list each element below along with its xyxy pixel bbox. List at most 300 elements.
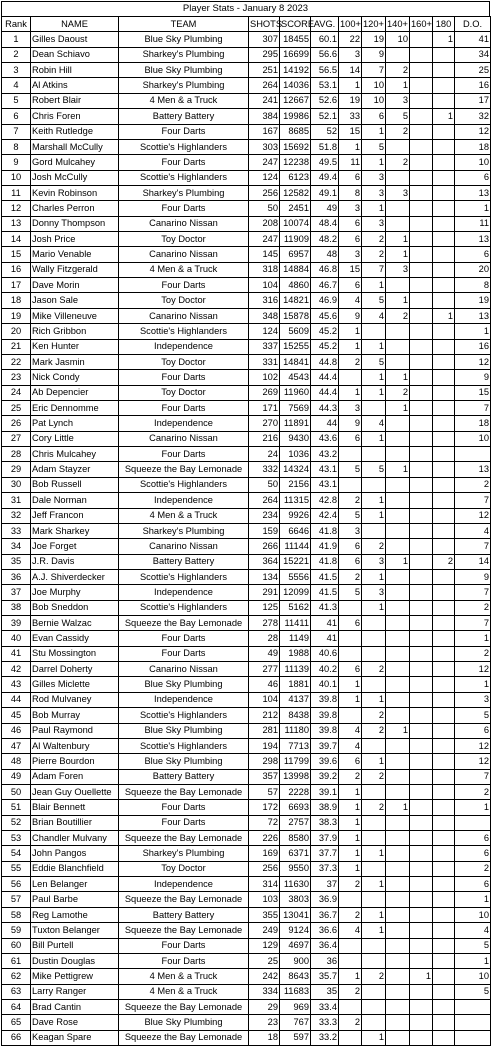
cell-avg: 43.6 <box>311 431 339 446</box>
cell-140-plus: 2 <box>386 124 410 139</box>
cell-rank: 25 <box>2 400 31 415</box>
cell-180 <box>433 139 455 154</box>
cell-100-plus: 14 <box>339 63 362 78</box>
cell-score: 14192 <box>280 63 311 78</box>
cell-140-plus <box>386 447 410 462</box>
cell-shots: 124 <box>249 324 280 339</box>
cell-team: Scottie's Highlanders <box>119 569 249 584</box>
cell-140-plus <box>386 431 410 446</box>
cell-name: Evan Cassidy <box>31 631 119 646</box>
cell-name: Dave Morin <box>31 278 119 293</box>
cell-do: 7 <box>455 539 491 554</box>
table-row <box>2 600 491 615</box>
cell-score: 13041 <box>280 907 311 922</box>
cell-120-plus: 1 <box>362 600 386 615</box>
cell-120-plus <box>362 953 386 968</box>
cell-avg: 36 <box>311 953 339 968</box>
cell-shots: 295 <box>249 47 280 62</box>
cell-160-plus <box>410 616 433 631</box>
cell-140-plus: 3 <box>386 262 410 277</box>
cell-score: 1149 <box>280 631 311 646</box>
cell-180 <box>433 416 455 431</box>
cell-120-plus <box>362 815 386 830</box>
cell-180 <box>433 247 455 262</box>
cell-avg: 38.3 <box>311 815 339 830</box>
table-row <box>2 1015 491 1030</box>
cell-score: 12667 <box>280 93 311 108</box>
cell-team: Squeeze the Bay Lemonade <box>119 462 249 477</box>
cell-100-plus: 1 <box>339 324 362 339</box>
cell-100-plus: 1 <box>339 969 362 984</box>
table-row <box>2 892 491 907</box>
cell-120-plus: 1 <box>362 846 386 861</box>
cell-100-plus: 1 <box>339 677 362 692</box>
cell-do: 12 <box>455 508 491 523</box>
cell-160-plus <box>410 354 433 369</box>
cell-160-plus <box>410 93 433 108</box>
cell-do: 4 <box>455 523 491 538</box>
cell-do: 12 <box>455 124 491 139</box>
cell-100-plus <box>339 708 362 723</box>
cell-name: Paul Raymond <box>31 723 119 738</box>
cell-rank: 21 <box>2 339 31 354</box>
cell-team: Squeeze the Bay Lemonade <box>119 892 249 907</box>
cell-score: 7569 <box>280 400 311 415</box>
cell-do: 1 <box>455 953 491 968</box>
cell-120-plus <box>362 646 386 661</box>
cell-140-plus: 1 <box>386 723 410 738</box>
cell-shots: 331 <box>249 354 280 369</box>
cell-do: 2 <box>455 784 491 799</box>
cell-180 <box>433 324 455 339</box>
cell-do: 8 <box>455 278 491 293</box>
cell-avg: 60.1 <box>311 32 339 47</box>
cell-avg: 41.8 <box>311 554 339 569</box>
cell-120-plus: 2 <box>362 769 386 784</box>
cell-160-plus <box>410 754 433 769</box>
cell-180 <box>433 569 455 584</box>
cell-do: 3 <box>455 692 491 707</box>
cell-name: Bob Russell <box>31 477 119 492</box>
cell-100-plus: 2 <box>339 877 362 892</box>
cell-180: 2 <box>433 554 455 569</box>
cell-100-plus: 1 <box>339 800 362 815</box>
cell-name: Wally Fitzgerald <box>31 262 119 277</box>
cell-160-plus <box>410 32 433 47</box>
cell-120-plus: 1 <box>362 431 386 446</box>
cell-score: 11180 <box>280 723 311 738</box>
cell-160-plus <box>410 139 433 154</box>
column-header-120-plus: 120+ <box>362 17 386 32</box>
cell-140-plus <box>386 662 410 677</box>
cell-name: Tuxton Belanger <box>31 923 119 938</box>
table-row <box>2 677 491 692</box>
cell-score: 11891 <box>280 416 311 431</box>
cell-score: 1036 <box>280 447 311 462</box>
cell-avg: 56.5 <box>311 63 339 78</box>
cell-score: 969 <box>280 1000 311 1015</box>
cell-180 <box>433 262 455 277</box>
table-row <box>2 523 491 538</box>
cell-team: Squeeze the Bay Lemonade <box>119 784 249 799</box>
cell-name: Chris Foren <box>31 109 119 124</box>
cell-team: Canarino Nissan <box>119 216 249 231</box>
table-row <box>2 109 491 124</box>
cell-avg: 43.1 <box>311 477 339 492</box>
cell-140-plus <box>386 523 410 538</box>
cell-rank: 38 <box>2 600 31 615</box>
cell-140-plus: 1 <box>386 554 410 569</box>
cell-shots: 266 <box>249 539 280 554</box>
cell-180 <box>433 201 455 216</box>
cell-160-plus <box>410 278 433 293</box>
cell-rank: 47 <box>2 738 31 753</box>
cell-180: 1 <box>433 32 455 47</box>
cell-120-plus: 19 <box>362 32 386 47</box>
cell-shots: 216 <box>249 431 280 446</box>
cell-rank: 12 <box>2 201 31 216</box>
cell-name: Bob Murray <box>31 708 119 723</box>
cell-rank: 60 <box>2 938 31 953</box>
table-row <box>2 846 491 861</box>
cell-160-plus <box>410 216 433 231</box>
cell-shots: 357 <box>249 769 280 784</box>
cell-do: 6 <box>455 723 491 738</box>
cell-score: 6957 <box>280 247 311 262</box>
cell-avg: 44.4 <box>311 370 339 385</box>
cell-140-plus <box>386 738 410 753</box>
cell-team: Squeeze the Bay Lemonade <box>119 1000 249 1015</box>
cell-team: Squeeze the Bay Lemonade <box>119 831 249 846</box>
cell-score: 11960 <box>280 385 311 400</box>
cell-160-plus <box>410 692 433 707</box>
cell-do: 9 <box>455 569 491 584</box>
cell-avg: 40.1 <box>311 677 339 692</box>
cell-score: 597 <box>280 1030 311 1045</box>
cell-100-plus: 2 <box>339 769 362 784</box>
cell-160-plus <box>410 815 433 830</box>
table-row <box>2 723 491 738</box>
cell-avg: 39.8 <box>311 708 339 723</box>
cell-avg: 36.4 <box>311 938 339 953</box>
sheet-title: Player Stats - January 8 2023 <box>1 1 490 16</box>
cell-team: Four Darts <box>119 155 249 170</box>
cell-160-plus <box>410 662 433 677</box>
cell-100-plus: 1 <box>339 339 362 354</box>
cell-100-plus: 5 <box>339 585 362 600</box>
cell-160-plus <box>410 339 433 354</box>
cell-name: Brad Cantin <box>31 1000 119 1015</box>
cell-120-plus <box>362 938 386 953</box>
cell-120-plus: 1 <box>362 201 386 216</box>
cell-team: Independence <box>119 585 249 600</box>
cell-160-plus <box>410 508 433 523</box>
cell-do <box>455 815 491 830</box>
cell-score: 15692 <box>280 139 311 154</box>
cell-140-plus <box>386 600 410 615</box>
cell-team: 4 Men & a Truck <box>119 262 249 277</box>
cell-120-plus: 3 <box>362 585 386 600</box>
cell-team: Scottie's Highlanders <box>119 738 249 753</box>
cell-140-plus: 1 <box>386 293 410 308</box>
cell-score: 5609 <box>280 324 311 339</box>
cell-100-plus <box>339 938 362 953</box>
cell-team: Independence <box>119 692 249 707</box>
cell-180 <box>433 923 455 938</box>
cell-avg: 43.2 <box>311 447 339 462</box>
cell-120-plus: 2 <box>362 969 386 984</box>
cell-avg: 41.8 <box>311 523 339 538</box>
table-row <box>2 416 491 431</box>
cell-score: 14884 <box>280 262 311 277</box>
cell-160-plus <box>410 738 433 753</box>
cell-name: Nick Condy <box>31 370 119 385</box>
cell-160-plus <box>410 324 433 339</box>
cell-team: Battery Battery <box>119 769 249 784</box>
cell-120-plus: 7 <box>362 63 386 78</box>
cell-name: Robin Hill <box>31 63 119 78</box>
cell-team: Blue Sky Plumbing <box>119 723 249 738</box>
cell-100-plus: 22 <box>339 32 362 47</box>
cell-score: 2451 <box>280 201 311 216</box>
table-row <box>2 232 491 247</box>
cell-team: Sharkey's Plumbing <box>119 846 249 861</box>
cell-name: Mark Jasmin <box>31 354 119 369</box>
cell-100-plus: 6 <box>339 616 362 631</box>
cell-rank: 28 <box>2 447 31 462</box>
cell-shots: 208 <box>249 216 280 231</box>
cell-180 <box>433 339 455 354</box>
table-row <box>2 155 491 170</box>
cell-name: Dave Rose <box>31 1015 119 1030</box>
cell-120-plus: 3 <box>362 554 386 569</box>
cell-shots: 103 <box>249 892 280 907</box>
cell-120-plus <box>362 738 386 753</box>
table-row <box>2 815 491 830</box>
cell-120-plus: 1 <box>362 385 386 400</box>
table-row <box>2 124 491 139</box>
cell-score: 5556 <box>280 569 311 584</box>
cell-score: 8438 <box>280 708 311 723</box>
cell-avg: 39.2 <box>311 769 339 784</box>
cell-shots: 72 <box>249 815 280 830</box>
cell-140-plus <box>386 508 410 523</box>
cell-rank: 4 <box>2 78 31 93</box>
cell-180 <box>433 877 455 892</box>
cell-shots: 251 <box>249 63 280 78</box>
cell-180 <box>433 124 455 139</box>
cell-score: 15255 <box>280 339 311 354</box>
cell-120-plus: 1 <box>362 339 386 354</box>
cell-100-plus: 15 <box>339 262 362 277</box>
cell-avg: 52.6 <box>311 93 339 108</box>
cell-180 <box>433 969 455 984</box>
cell-do: 41 <box>455 32 491 47</box>
cell-120-plus: 7 <box>362 262 386 277</box>
cell-140-plus <box>386 493 410 508</box>
cell-score: 7713 <box>280 738 311 753</box>
table-row <box>2 447 491 462</box>
cell-shots: 46 <box>249 677 280 692</box>
cell-160-plus <box>410 232 433 247</box>
cell-avg: 44.8 <box>311 354 339 369</box>
cell-score: 6646 <box>280 523 311 538</box>
cell-do: 1 <box>455 201 491 216</box>
cell-180 <box>433 400 455 415</box>
table-row <box>2 738 491 753</box>
cell-160-plus <box>410 293 433 308</box>
cell-avg: 56.6 <box>311 47 339 62</box>
cell-do: 1 <box>455 892 491 907</box>
cell-180 <box>433 662 455 677</box>
cell-120-plus: 1 <box>362 877 386 892</box>
cell-team: Squeeze the Bay Lemonade <box>119 616 249 631</box>
cell-avg: 42.8 <box>311 493 339 508</box>
cell-shots: 226 <box>249 831 280 846</box>
cell-do: 12 <box>455 662 491 677</box>
cell-100-plus: 6 <box>339 539 362 554</box>
cell-team: Four Darts <box>119 815 249 830</box>
cell-avg: 38.9 <box>311 800 339 815</box>
cell-team: Four Darts <box>119 447 249 462</box>
player-stats-table <box>1 16 491 1046</box>
cell-do: 5 <box>455 938 491 953</box>
cell-rank: 41 <box>2 646 31 661</box>
cell-rank: 30 <box>2 477 31 492</box>
cell-100-plus <box>339 1030 362 1045</box>
table-row <box>2 554 491 569</box>
table-row <box>2 784 491 799</box>
cell-rank: 59 <box>2 923 31 938</box>
table-row <box>2 339 491 354</box>
cell-rank: 6 <box>2 109 31 124</box>
cell-name: Darrel Doherty <box>31 662 119 677</box>
cell-180 <box>433 1030 455 1045</box>
cell-score: 900 <box>280 953 311 968</box>
cell-team: Toy Doctor <box>119 232 249 247</box>
cell-shots: 316 <box>249 293 280 308</box>
cell-100-plus: 3 <box>339 47 362 62</box>
cell-do: 9 <box>455 370 491 385</box>
cell-avg: 46.8 <box>311 262 339 277</box>
cell-team: Four Darts <box>119 370 249 385</box>
cell-avg: 52 <box>311 124 339 139</box>
cell-160-plus <box>410 861 433 876</box>
cell-score: 15878 <box>280 308 311 323</box>
cell-do: 6 <box>455 877 491 892</box>
cell-name: Gilles Miclette <box>31 677 119 692</box>
cell-rank: 27 <box>2 431 31 446</box>
cell-do <box>455 447 491 462</box>
cell-180 <box>433 93 455 108</box>
cell-do: 13 <box>455 185 491 200</box>
cell-100-plus: 6 <box>339 662 362 677</box>
cell-team: Toy Doctor <box>119 385 249 400</box>
cell-120-plus <box>362 677 386 692</box>
cell-shots: 104 <box>249 692 280 707</box>
cell-do: 1 <box>455 631 491 646</box>
cell-do: 2 <box>455 861 491 876</box>
cell-120-plus: 10 <box>362 78 386 93</box>
table-row <box>2 32 491 47</box>
cell-name: Josh Price <box>31 232 119 247</box>
cell-shots: 242 <box>249 969 280 984</box>
cell-180 <box>433 646 455 661</box>
cell-140-plus <box>386 708 410 723</box>
cell-score: 3803 <box>280 892 311 907</box>
column-header-do: D.O. <box>455 17 491 32</box>
table-row <box>2 631 491 646</box>
cell-140-plus: 1 <box>386 400 410 415</box>
cell-shots: 298 <box>249 754 280 769</box>
cell-shots: 124 <box>249 170 280 185</box>
cell-team: Four Darts <box>119 278 249 293</box>
cell-rank: 14 <box>2 232 31 247</box>
cell-avg: 48 <box>311 247 339 262</box>
cell-team: Sharkey's Plumbing <box>119 47 249 62</box>
cell-avg: 41.5 <box>311 569 339 584</box>
cell-100-plus: 4 <box>339 723 362 738</box>
cell-100-plus: 1 <box>339 784 362 799</box>
cell-140-plus <box>386 47 410 62</box>
cell-160-plus <box>410 600 433 615</box>
cell-180 <box>433 1015 455 1030</box>
cell-do: 34 <box>455 47 491 62</box>
cell-shots: 241 <box>249 93 280 108</box>
cell-score: 18455 <box>280 32 311 47</box>
cell-name: Jeff Francon <box>31 508 119 523</box>
cell-do: 16 <box>455 339 491 354</box>
cell-name: Ab Depencier <box>31 385 119 400</box>
cell-score: 11144 <box>280 539 311 554</box>
cell-do: 15 <box>455 385 491 400</box>
cell-rank: 26 <box>2 416 31 431</box>
table-row <box>2 201 491 216</box>
cell-team: Battery Battery <box>119 554 249 569</box>
cell-140-plus <box>386 339 410 354</box>
cell-team: Squeeze the Bay Lemonade <box>119 1030 249 1045</box>
cell-180 <box>433 708 455 723</box>
cell-team: Scottie's Highlanders <box>119 600 249 615</box>
cell-do: 14 <box>455 554 491 569</box>
cell-avg: 49.1 <box>311 185 339 200</box>
cell-name: Bill Purtell <box>31 938 119 953</box>
table-row <box>2 508 491 523</box>
cell-160-plus <box>410 569 433 584</box>
cell-name: Eddie Blanchfield <box>31 861 119 876</box>
cell-shots: 384 <box>249 109 280 124</box>
cell-rank: 1 <box>2 32 31 47</box>
cell-160-plus <box>410 631 433 646</box>
cell-100-plus: 1 <box>339 831 362 846</box>
cell-140-plus <box>386 815 410 830</box>
cell-rank: 24 <box>2 385 31 400</box>
cell-shots: 337 <box>249 339 280 354</box>
cell-do: 10 <box>455 155 491 170</box>
cell-name: Chris Mulcahey <box>31 447 119 462</box>
cell-120-plus: 1 <box>362 278 386 293</box>
cell-rank: 2 <box>2 47 31 62</box>
player-stats-sheet <box>1 1 490 1046</box>
cell-100-plus: 6 <box>339 278 362 293</box>
cell-avg: 37.7 <box>311 846 339 861</box>
table-row <box>2 370 491 385</box>
cell-160-plus <box>410 1015 433 1030</box>
cell-120-plus <box>362 477 386 492</box>
cell-180 <box>433 692 455 707</box>
cell-do: 4 <box>455 923 491 938</box>
table-row <box>2 477 491 492</box>
